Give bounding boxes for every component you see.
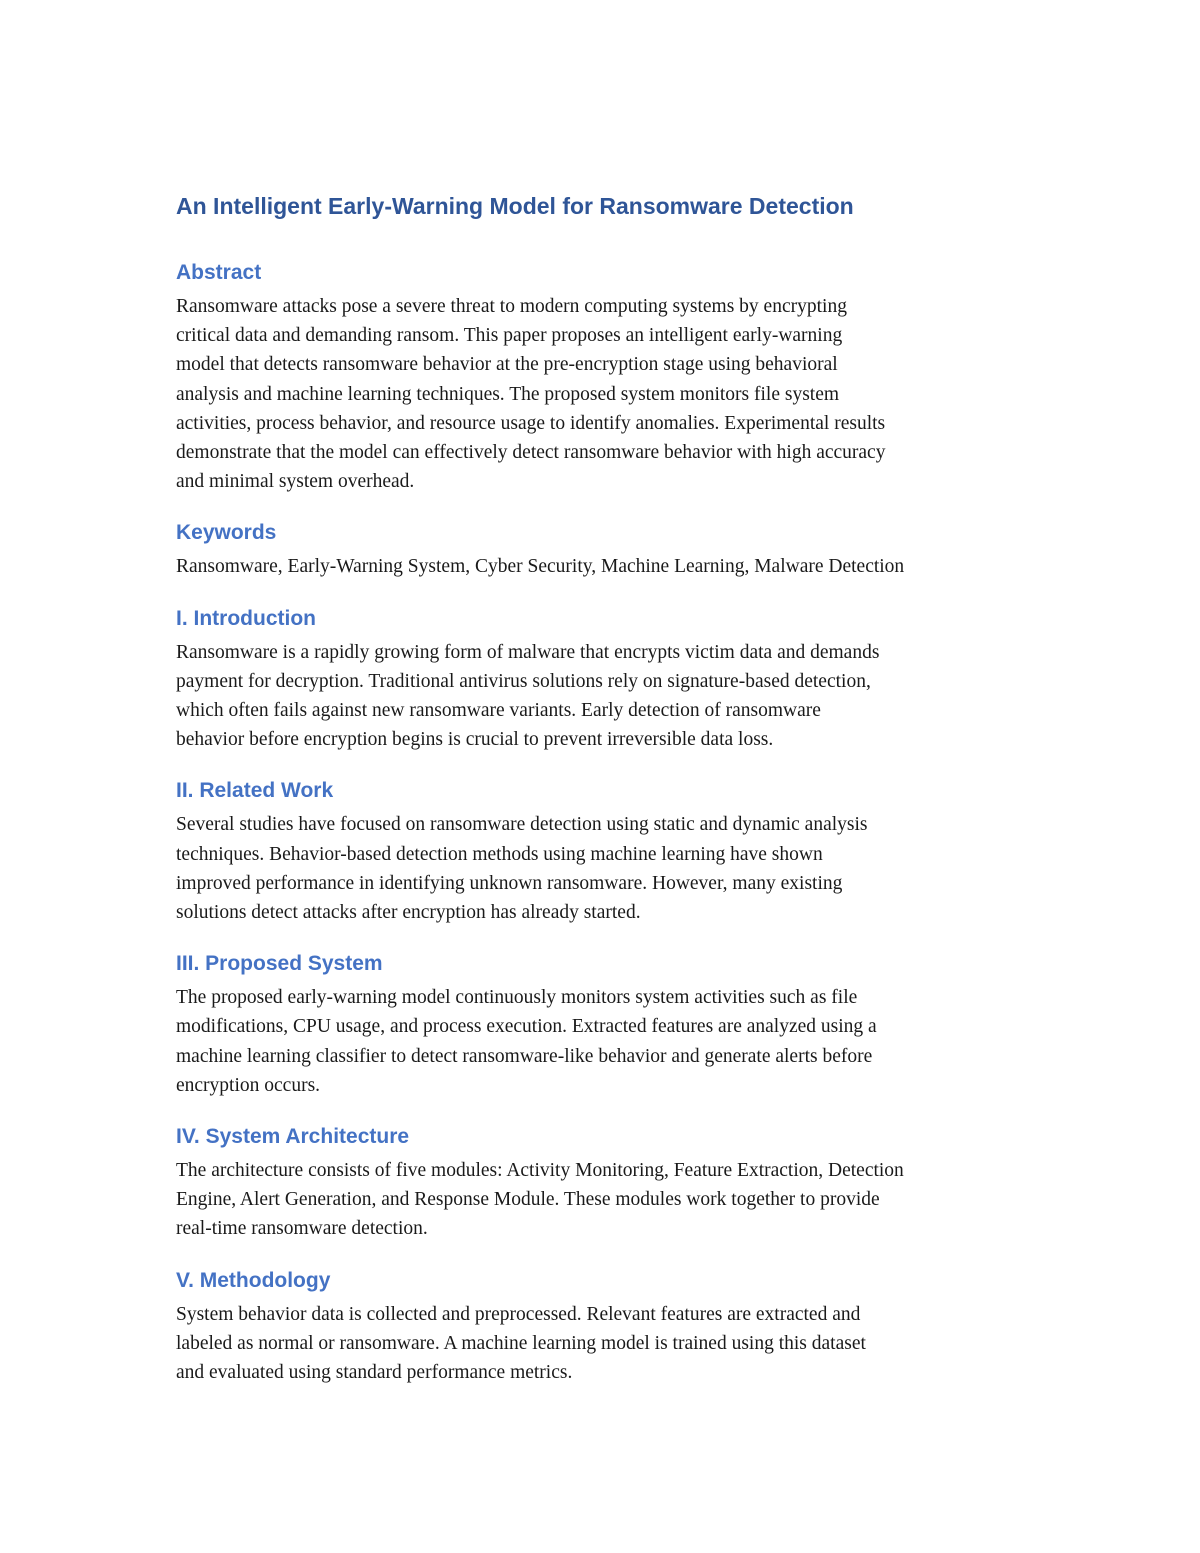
- text-line: System behavior data is collected and preprocessed. Relevant features are extracted and: [176, 1303, 861, 1325]
- document-page: [176, 188, 1036, 1409]
- text-line: and evaluated using standard performance metrics.: [176, 1362, 573, 1384]
- text-line: solutions detect attacks after encryption has already started.: [176, 902, 641, 924]
- text-line: The architecture consists of five modules: Activity Monitoring, Feature Extraction, Detection: [176, 1160, 904, 1182]
- text-line: behavior before encryption begins is crucial to prevent irreversible data loss.: [176, 729, 774, 751]
- section-heading-keywords: Keywords: [176, 521, 277, 545]
- section-body-proposed-system: [176, 983, 1036, 1100]
- text-line: and minimal system overhead.: [176, 471, 415, 493]
- section-heading-introduction: I. Introduction: [176, 606, 316, 630]
- text-line: analysis and machine learning techniques. The proposed system monitors file system: [176, 383, 840, 405]
- section-system-architecture: [176, 1122, 1036, 1244]
- text-line: Ransomware is a rapidly growing form of malware that encrypts victim data and demands: [176, 641, 880, 663]
- section-heading-abstract: Abstract: [176, 261, 262, 284]
- section-heading-related-work: II. Related Work: [176, 779, 334, 803]
- text-line: The proposed early-warning model continuously monitors system activities such as file: [176, 987, 858, 1009]
- text-line: activities, process behavior, and resource usage to identify anomalies. Experimental results: [176, 412, 886, 434]
- document-title: An Intelligent Early-Warning Model for Ransomware Detection: [176, 193, 854, 219]
- section-methodology: [176, 1266, 1036, 1388]
- text-line: machine learning classifier to detect ransomware-like behavior and generate alerts before: [176, 1045, 873, 1067]
- section-body-methodology: [176, 1300, 1036, 1388]
- section-body-keywords: [176, 552, 1036, 581]
- section-keywords: [176, 518, 1036, 581]
- section-proposed-system: [176, 949, 1036, 1100]
- text-line: which often fails against new ransomware variants. Early detection of ransomware: [176, 700, 821, 722]
- text-line: Several studies have focused on ransomware detection using static and dynamic analysis: [176, 814, 868, 836]
- section-heading-methodology: V. Methodology: [176, 1268, 331, 1292]
- section-abstract: [176, 258, 1036, 496]
- text-line: Ransomware, Early-Warning System, Cyber Security, Machine Learning, Malware Detection: [176, 556, 905, 578]
- section-related-work: [176, 776, 1036, 927]
- section-body-abstract: [176, 292, 1036, 496]
- section-introduction: [176, 604, 1036, 755]
- text-line: modifications, CPU usage, and process execution. Extracted features are analyzed using a: [176, 1016, 877, 1038]
- text-line: critical data and demanding ransom. This paper proposes an intelligent early-warning: [176, 325, 843, 347]
- section-body-system-architecture: [176, 1156, 1036, 1244]
- section-heading-proposed-system: III. Proposed System: [176, 952, 383, 976]
- section-heading-system-architecture: IV. System Architecture: [176, 1125, 410, 1149]
- section-body-introduction: [176, 638, 1036, 755]
- text-line: real-time ransomware detection.: [176, 1218, 428, 1240]
- text-line: model that detects ransomware behavior at the pre-encryption stage using behavioral: [176, 354, 838, 376]
- text-line: encryption occurs.: [176, 1074, 321, 1096]
- text-line: improved performance in identifying unknown ransomware. However, many existing: [176, 872, 843, 894]
- section-body-related-work: [176, 810, 1036, 927]
- text-line: techniques. Behavior-based detection methods using machine learning have shown: [176, 843, 823, 865]
- text-line: Ransomware attacks pose a severe threat to modern computing systems by encrypting: [176, 296, 847, 317]
- text-line: Engine, Alert Generation, and Response Module. These modules work together to provide: [176, 1189, 880, 1211]
- text-line: labeled as normal or ransomware. A machine learning model is trained using this dataset: [176, 1332, 866, 1354]
- text-line: payment for decryption. Traditional antivirus solutions rely on signature-based detection,: [176, 670, 871, 692]
- text-line: demonstrate that the model can effectively detect ransomware behavior with high accuracy: [176, 442, 886, 464]
